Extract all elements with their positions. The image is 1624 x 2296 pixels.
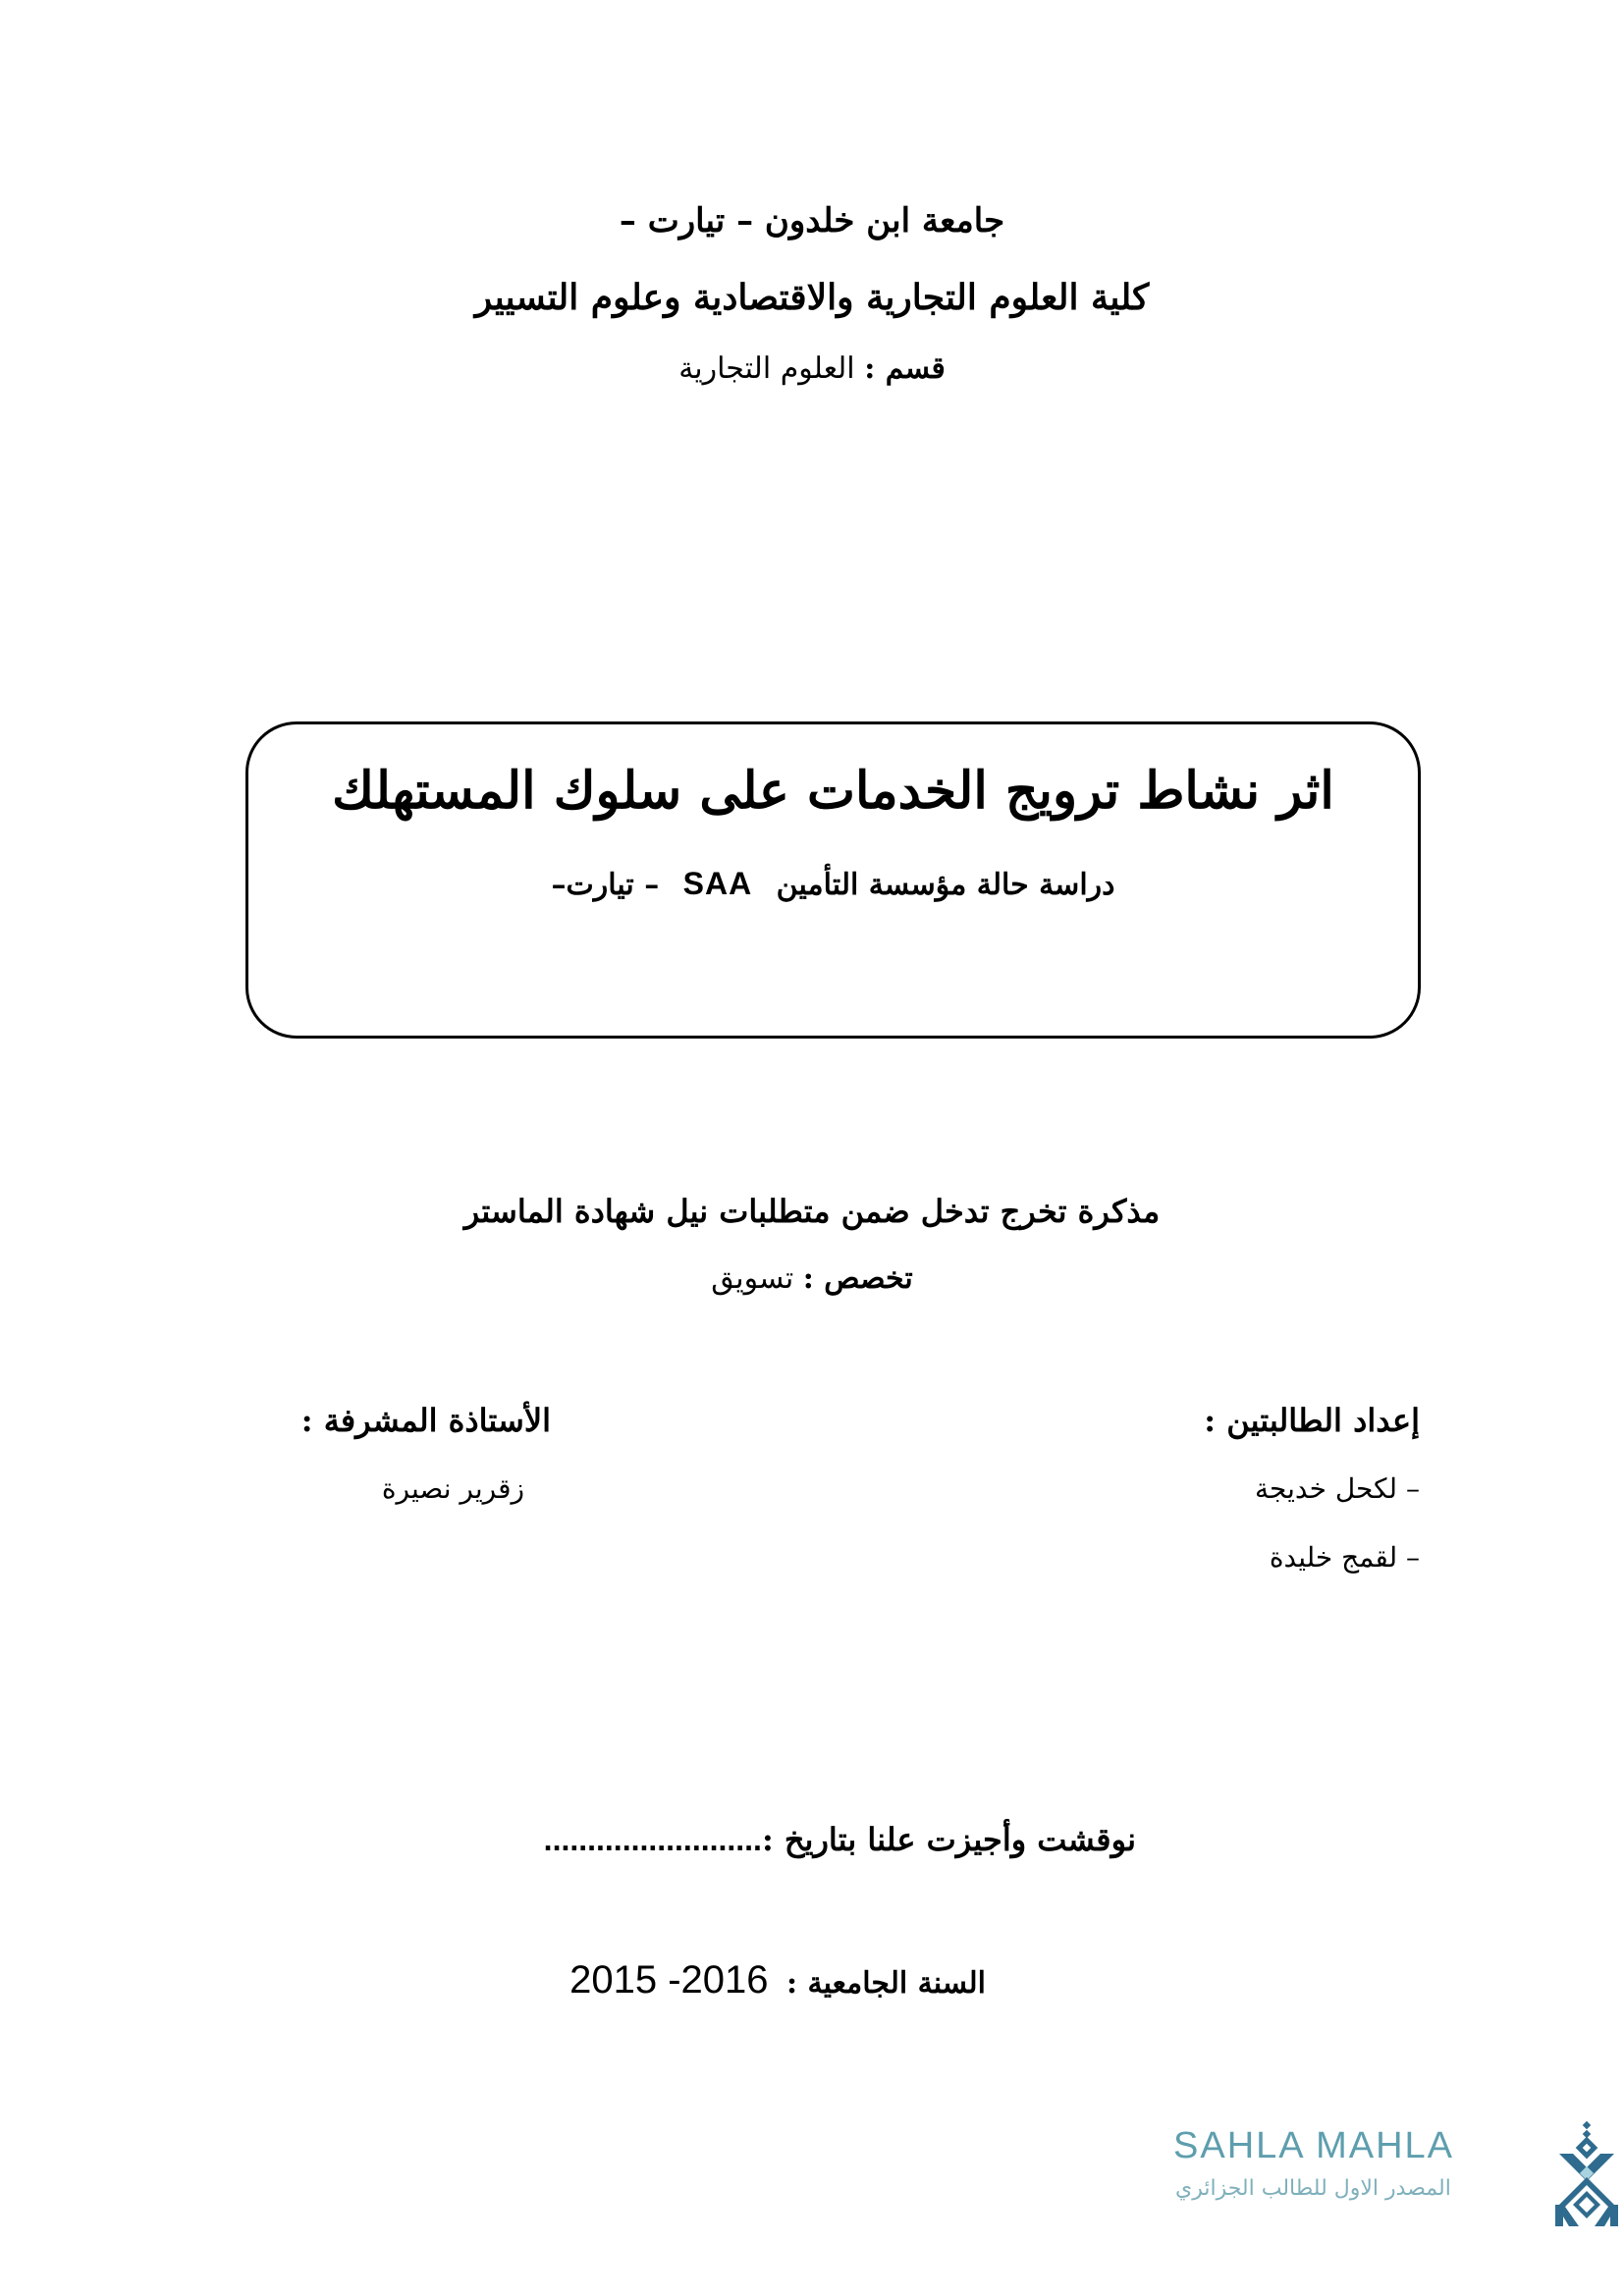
logo-tagline: المصدر الاول للطالب الجزائري bbox=[1175, 2176, 1451, 2201]
sahla-mahla-logo bbox=[1173, 2125, 1624, 2233]
department-line bbox=[0, 351, 1624, 386]
thesis-title: اثر نشاط ترويج الخدمات على سلوك المستهلك bbox=[332, 761, 1334, 821]
defense-date-line bbox=[544, 1821, 1136, 1858]
department-label: قسم : bbox=[864, 351, 946, 386]
specialty-line bbox=[0, 1261, 1624, 1296]
academic-year-label: السنة الجامعية : bbox=[786, 1966, 986, 2001]
student-name: – لكحل خديجة bbox=[1255, 1472, 1420, 1505]
case-study-subtitle bbox=[245, 866, 1421, 902]
specialty-value: تسويق bbox=[711, 1261, 794, 1296]
students-heading: إعداد الطالبتين : bbox=[1204, 1402, 1420, 1439]
specialty-label: تخصص : bbox=[802, 1261, 913, 1296]
logo-brand-text: SAHLA MAHLA bbox=[1173, 2125, 1454, 2166]
thesis-note: مذكرة تخرج تدخل ضمن متطلبات نيل شهادة الماستر bbox=[463, 1193, 1161, 1230]
case-study-prefix: دراسة حالة مؤسسة التأمين bbox=[776, 868, 1115, 902]
academic-year-value: 2015 -2016 bbox=[569, 1958, 769, 2002]
student-name: – لقمج خليدة bbox=[1269, 1541, 1420, 1574]
calligraphy-emblem-icon bbox=[1551, 2120, 1622, 2233]
company-name: SAA bbox=[682, 866, 753, 901]
defense-label: نوقشت وأجيزت علنا بتاريخ : bbox=[761, 1821, 1136, 1858]
defense-date-placeholder: ......................... bbox=[543, 1822, 762, 1857]
faculty-name: كلية العلوم التجارية والاقتصادية وعلوم التسيير bbox=[474, 277, 1150, 318]
university-name: جامعة ابن خلدون – تيارت – bbox=[619, 201, 1005, 240]
supervisor-name: زقرير نصيرة bbox=[381, 1472, 524, 1505]
supervisor-heading: الأستاذة المشرفة : bbox=[300, 1402, 551, 1439]
academic-year-line bbox=[569, 1958, 986, 2002]
case-study-suffix: – تيارت– bbox=[551, 868, 660, 902]
department-value: العلوم التجارية bbox=[678, 351, 855, 386]
